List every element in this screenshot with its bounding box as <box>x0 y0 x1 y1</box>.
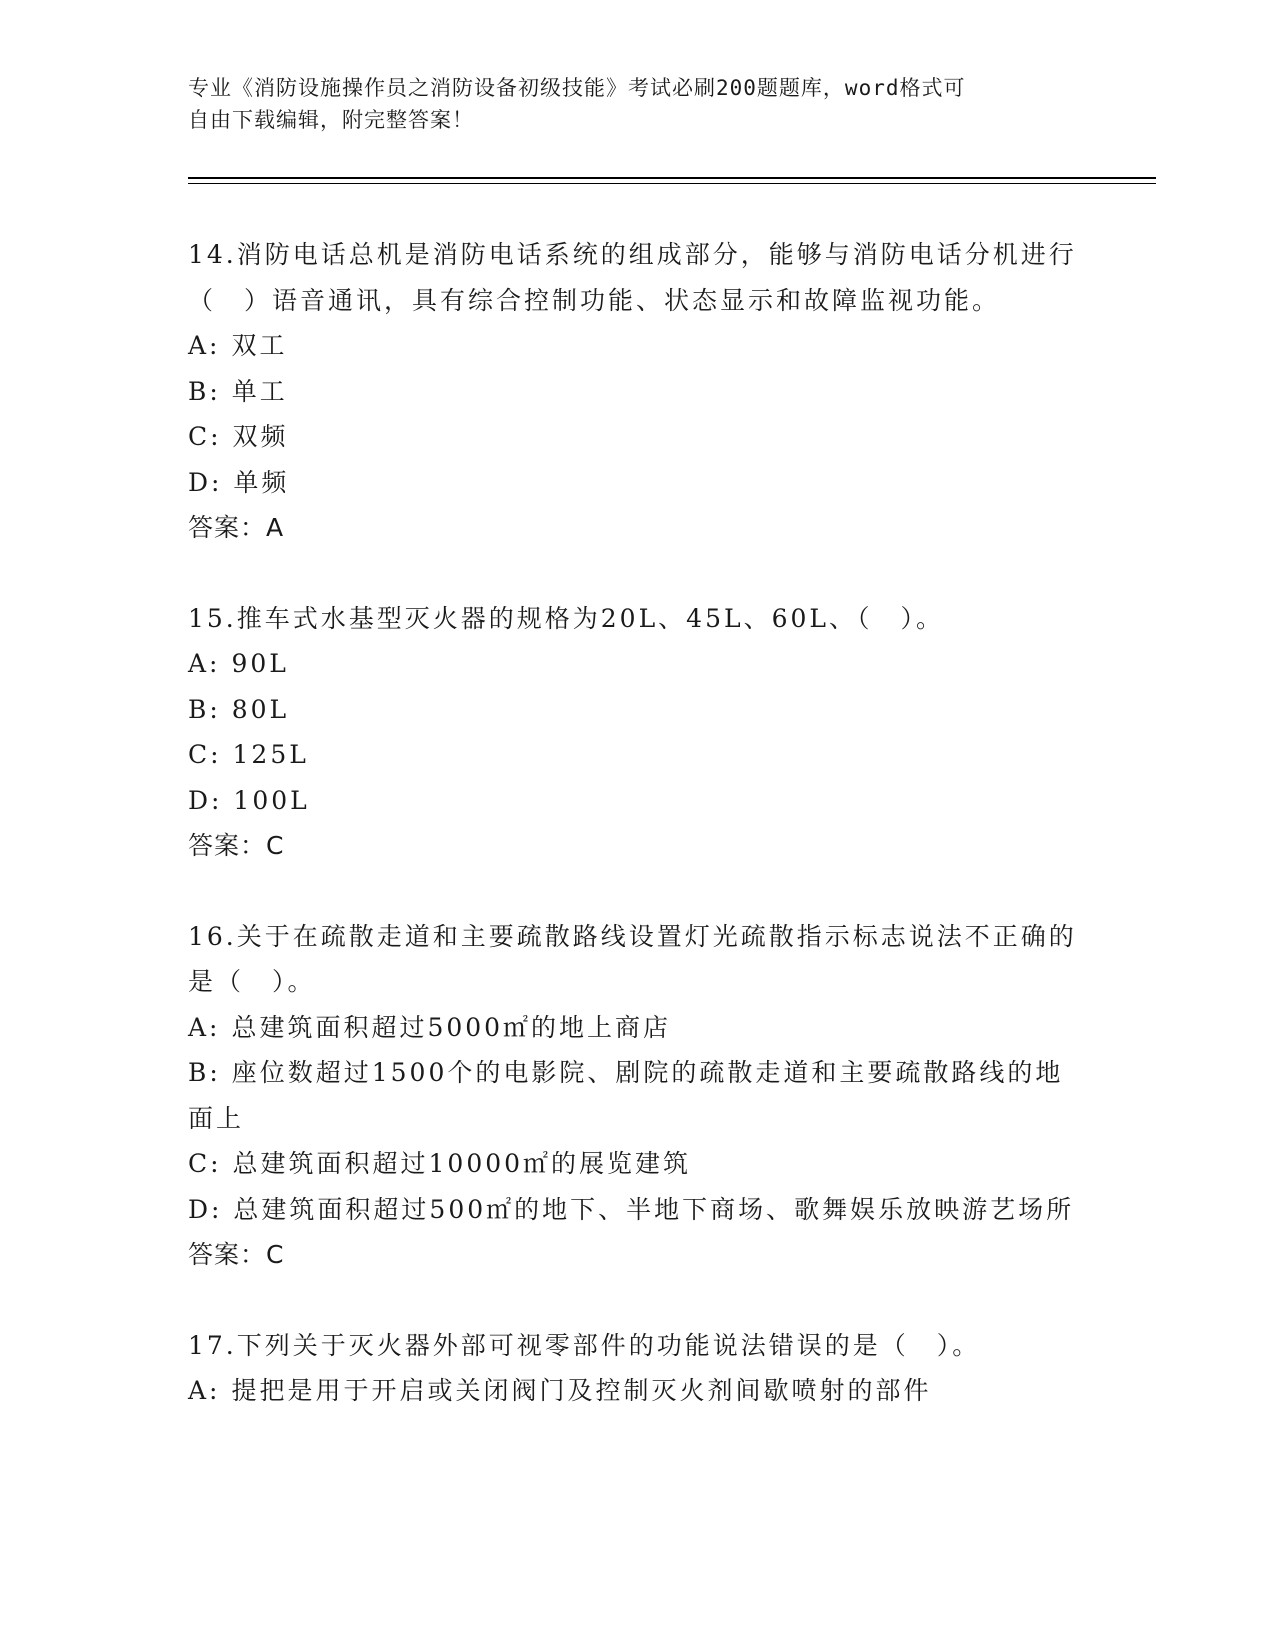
option-text: 125L <box>232 740 309 769</box>
option-letter: D: <box>188 1194 223 1224</box>
option-text: 单频 <box>233 467 290 497</box>
option-c <box>188 1141 1078 1187</box>
option-text: 总建筑面积超过5000㎡的地上商店 <box>231 1012 672 1042</box>
header-line-1: 专业《消防设施操作员之消防设备初级技能》考试必刷200题题库，word格式可 <box>188 76 966 100</box>
question-14 <box>188 232 1078 551</box>
option-text: 100L <box>233 785 310 815</box>
option-d <box>188 1187 1078 1233</box>
option-a <box>188 641 1078 687</box>
option-letter: C: <box>188 422 222 451</box>
option-c <box>188 732 1078 778</box>
option-letter: B: <box>188 1058 221 1087</box>
answer-line: 答案：C <box>188 831 285 860</box>
option-letter: B: <box>188 376 221 406</box>
answer-line: 答案：C <box>188 1240 285 1269</box>
option-text: 总建筑面积超过500㎡的地下、半地下商场、歌舞娱乐放映游艺场所 <box>233 1194 1075 1224</box>
document-header <box>188 72 1088 136</box>
option-text: 双频 <box>232 422 289 451</box>
option-text: 80L <box>231 694 290 724</box>
question-15 <box>188 596 1078 869</box>
question-stem: 15.推车式水基型灭火器的规格为20L、45L、60L、（ ）。 <box>188 603 944 633</box>
option-text: 单工 <box>231 376 288 406</box>
header-rule-thick <box>188 177 1156 179</box>
option-d <box>188 778 1078 824</box>
question-16 <box>188 914 1078 1278</box>
option-letter: D: <box>188 467 223 497</box>
option-text: 双工 <box>231 331 288 360</box>
option-letter: A: <box>188 1376 221 1405</box>
option-c <box>188 414 1078 460</box>
option-text: 座位数超过1500个的电影院、剧院的疏散走道和主要疏散路线的地面上 <box>188 1058 1064 1133</box>
option-a <box>188 1005 1078 1051</box>
option-d <box>188 460 1078 506</box>
option-text: 提把是用于开启或关闭阀门及控制灭火剂间歇喷射的部件 <box>231 1376 932 1405</box>
option-letter: D: <box>188 785 223 815</box>
option-letter: A: <box>188 1012 221 1042</box>
option-b <box>188 1050 1078 1141</box>
option-a <box>188 1368 1078 1414</box>
option-letter: A: <box>188 649 221 678</box>
option-letter: B: <box>188 694 221 724</box>
option-text: 90L <box>231 649 289 678</box>
question-list <box>188 232 1078 1459</box>
answer-line: 答案：A <box>188 513 285 542</box>
question-stem: 14.消防电话总机是消防电话系统的组成部分，能够与消防电话分机进行（ ）语音通讯，具有综合控制功能、状态显示和故障监视功能。 <box>188 240 1077 315</box>
option-a <box>188 323 1078 369</box>
header-rule-thin <box>188 183 1156 184</box>
option-letter: C: <box>188 1149 222 1178</box>
option-letter: A: <box>188 331 221 360</box>
question-17 <box>188 1323 1078 1414</box>
option-b <box>188 687 1078 733</box>
question-stem: 16.关于在疏散走道和主要疏散路线设置灯光疏散指示标志说法不正确的是（ ）。 <box>188 921 1077 996</box>
option-letter: C: <box>188 740 222 769</box>
option-text: 总建筑面积超过10000㎡的展览建筑 <box>232 1149 692 1178</box>
header-line-2: 自由下载编辑，附完整答案！ <box>188 108 474 132</box>
question-stem: 17.下列关于灭火器外部可视零部件的功能说法错误的是（ ）。 <box>188 1330 981 1360</box>
option-b <box>188 369 1078 415</box>
